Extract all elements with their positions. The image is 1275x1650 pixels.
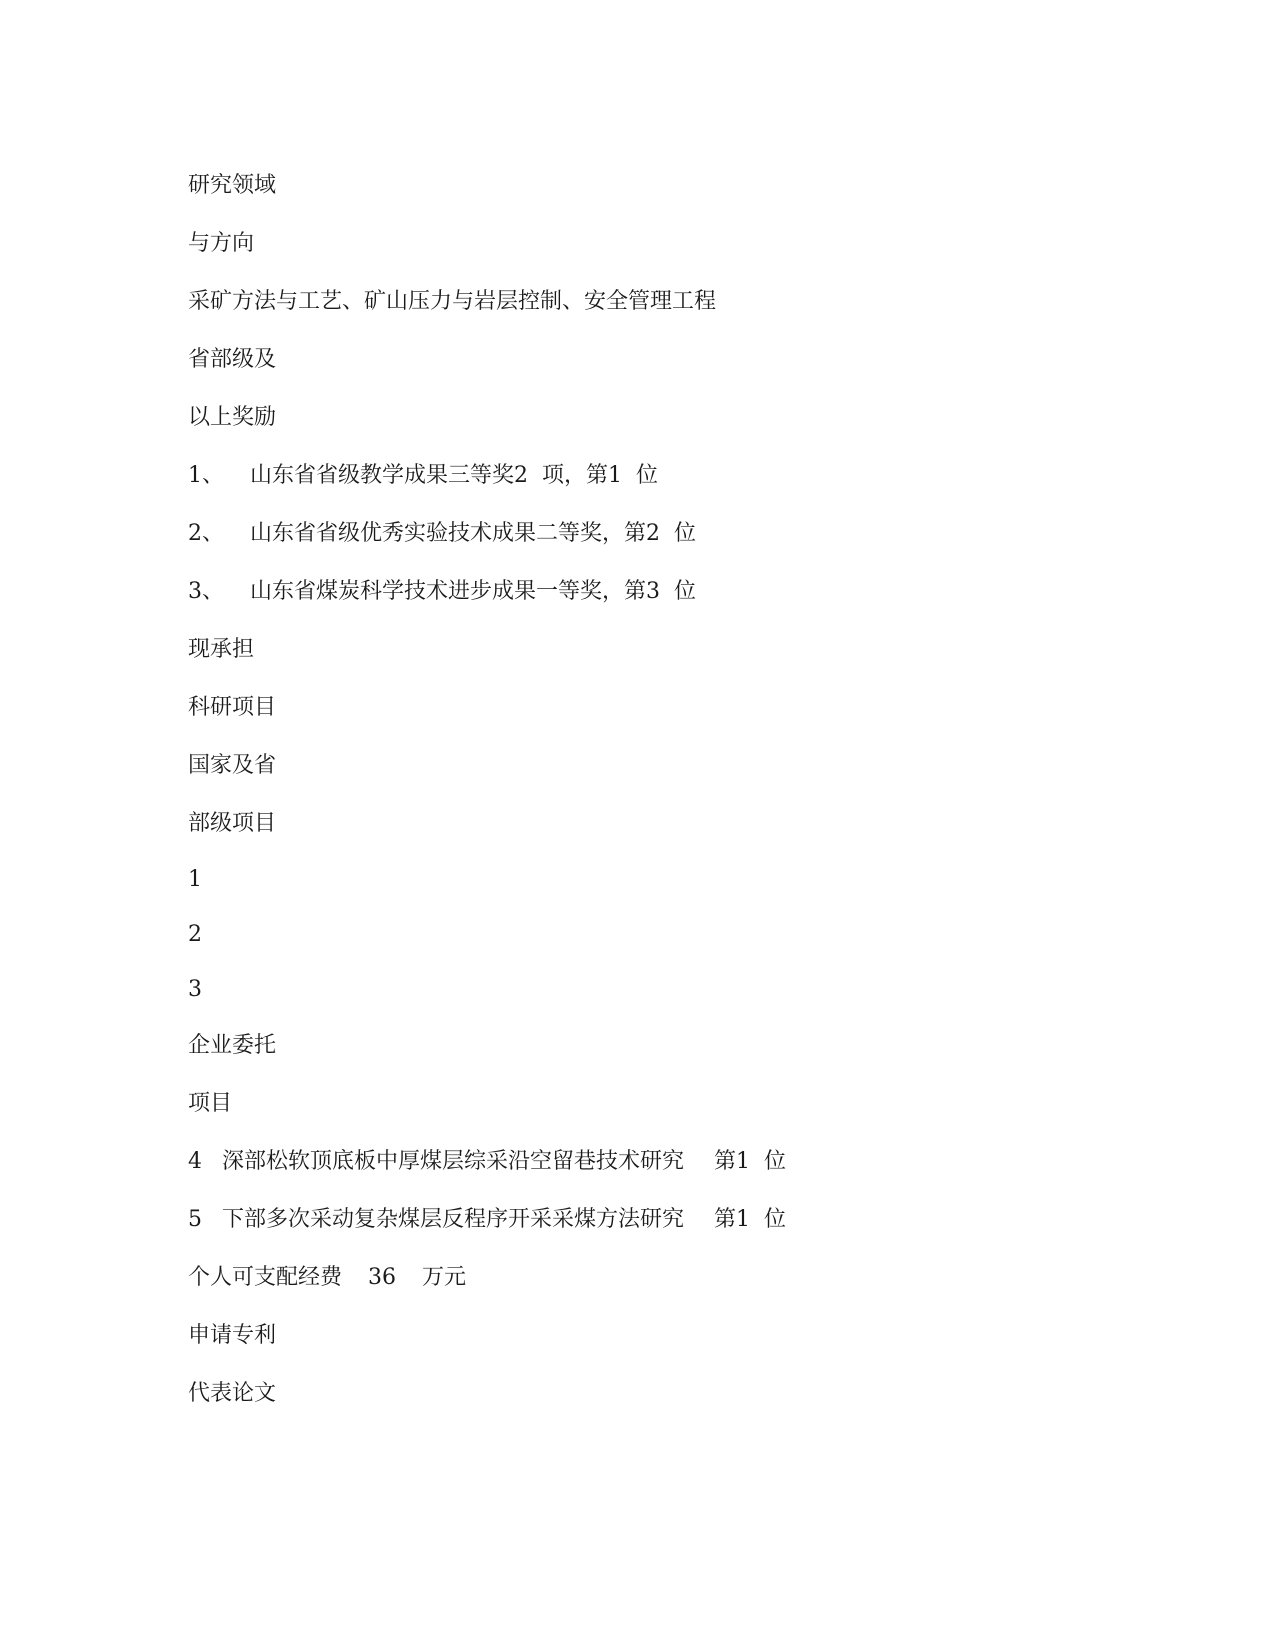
enterprise-project-item — [188, 1148, 786, 1176]
funding-line — [188, 1264, 466, 1292]
enterprise-project-item — [188, 1206, 786, 1234]
funding-amount: 36 — [368, 1265, 397, 1290]
research-field-label-line1: 研究领域 — [188, 173, 277, 198]
national-projects-label-line2: 部级项目 — [188, 811, 277, 836]
current-projects-label-line1: 现承担 — [188, 637, 255, 662]
award-item — [188, 520, 696, 548]
award-item — [188, 462, 658, 490]
awards-label-line2: 以上奖励 — [188, 405, 277, 430]
award-item-index: 2、 — [188, 521, 224, 546]
papers-label: 代表论文 — [188, 1381, 277, 1406]
national-project-item: 3 — [188, 977, 202, 1002]
current-projects-label-line2: 科研项目 — [188, 695, 277, 720]
enterprise-project-title: 深部松软顶底板中厚煤层综采沿空留巷技术研究 — [222, 1149, 685, 1174]
funding-label: 个人可支配经费 — [188, 1265, 343, 1290]
national-project-item: 2 — [188, 922, 202, 947]
awards-label-line1: 省部级及 — [188, 347, 277, 372]
enterprise-projects-label-line1: 企业委托 — [188, 1033, 277, 1058]
award-item-index: 1、 — [188, 463, 224, 488]
research-field-content: 采矿方法与工艺、矿山压力与岩层控制、安全管理工程 — [188, 289, 717, 314]
award-item-text: 山东省省级优秀实验技术成果二等奖，第2 位 — [250, 521, 696, 546]
enterprise-project-title: 下部多次采动复杂煤层反程序开采采煤方法研究 — [222, 1207, 685, 1232]
national-projects-label-line1: 国家及省 — [188, 753, 277, 778]
award-item-index: 3、 — [188, 579, 224, 604]
enterprise-project-index: 4 — [188, 1149, 202, 1174]
funding-unit: 万元 — [422, 1265, 467, 1290]
enterprise-project-index: 5 — [188, 1207, 202, 1232]
enterprise-project-rank: 第1 位 — [714, 1149, 786, 1174]
enterprise-project-rank: 第1 位 — [714, 1207, 786, 1232]
award-item — [188, 578, 696, 606]
national-project-item: 1 — [188, 867, 202, 892]
award-item-text: 山东省煤炭科学技术进步成果一等奖，第3 位 — [250, 579, 696, 604]
award-item-text: 山东省省级教学成果三等奖2 项，第1 位 — [250, 463, 658, 488]
enterprise-projects-label-line2: 项目 — [188, 1091, 233, 1116]
patents-label: 申请专利 — [188, 1323, 277, 1348]
research-field-label-line2: 与方向 — [188, 231, 255, 256]
